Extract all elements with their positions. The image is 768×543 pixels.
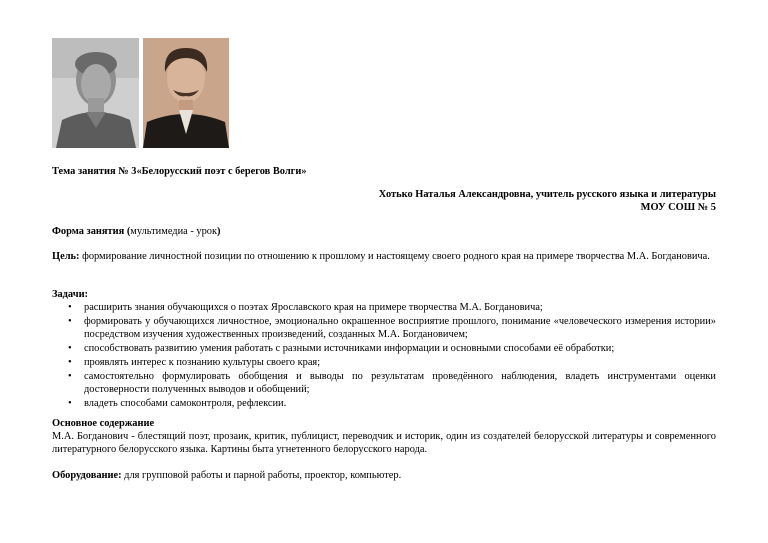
- bullet-icon: •: [68, 357, 72, 369]
- list-item: [52, 302, 716, 315]
- form-label: Форма занятия (: [52, 226, 131, 237]
- bullet-icon: •: [68, 342, 72, 354]
- list-item: [52, 343, 716, 356]
- content-heading: Основное содержание: [52, 418, 155, 429]
- bullet-icon: •: [68, 398, 72, 410]
- list-item: [52, 398, 716, 411]
- task-text: расширить знания обучающихся о поэтах Ярославского края на примере творчества М.А. Богдановича;: [84, 302, 543, 313]
- bullet-icon: •: [68, 302, 72, 313]
- portrait-man-mustache-photo: [143, 38, 229, 148]
- bullet-icon: •: [68, 371, 72, 383]
- bullet-icon: •: [68, 316, 72, 328]
- task-text: проявлять интерес к познанию культуры своего края;: [84, 357, 321, 369]
- lesson-goal: [52, 251, 716, 264]
- form-close: ): [217, 226, 221, 237]
- content-text: М.А. Богданович - блестящий поэт, прозаик, критик, публицист, переводчик и историк, один из создателей белорусской литературы и современного литературного белорусского языка. Картины быта угнетенного белорусского народа.: [52, 431, 716, 455]
- author-name-line: Хотько Наталья Александровна, учитель русского языка и литературы: [378, 189, 716, 200]
- list-item: [52, 316, 716, 341]
- lesson-title: Тема занятия № 3«Белорусский поэт с берегов Волги»: [52, 166, 307, 177]
- equipment: [52, 470, 716, 483]
- portraits: [52, 38, 229, 148]
- form-value: мультимедиа - урок: [130, 226, 218, 237]
- author-info: [52, 189, 716, 214]
- equipment-label: Оборудование:: [52, 470, 122, 481]
- tasks-heading: Задачи:: [52, 289, 89, 300]
- tasks-list: [52, 302, 716, 412]
- task-text: формировать у обучающихся личностное, эмоционально окрашенное восприятие прошлого, понимание «человеческого измерения истории» посредством изучения художественных произведений, созданных М.А. Богдановичем;: [84, 316, 716, 340]
- school-line: МОУ СОШ № 5: [640, 201, 716, 213]
- task-text: владеть способами самоконтроля, рефлексии.: [84, 398, 287, 410]
- equipment-text: для групповой работы и парной работы, проектор, компьютер.: [121, 470, 402, 481]
- goal-text: формирование личностной позиции по отношению к прошлому и настоящему своего родного края на примере творчества М.А. Богдановича.: [82, 251, 710, 262]
- task-text: способствовать развитию умения работать с разными источниками информации и основными способами её обработки;: [84, 342, 615, 354]
- list-item: [52, 371, 716, 396]
- goal-label: Цель:: [52, 251, 80, 262]
- list-item: [52, 357, 716, 370]
- task-text: самостоятельно формулировать обобщения и выводы по результатам проведённого наблюдения, владеть инструментами оценки достоверности полученных выводов и обобщений;: [84, 371, 716, 395]
- portrait-young-man-photo: [52, 38, 139, 148]
- lesson-form: [52, 226, 716, 239]
